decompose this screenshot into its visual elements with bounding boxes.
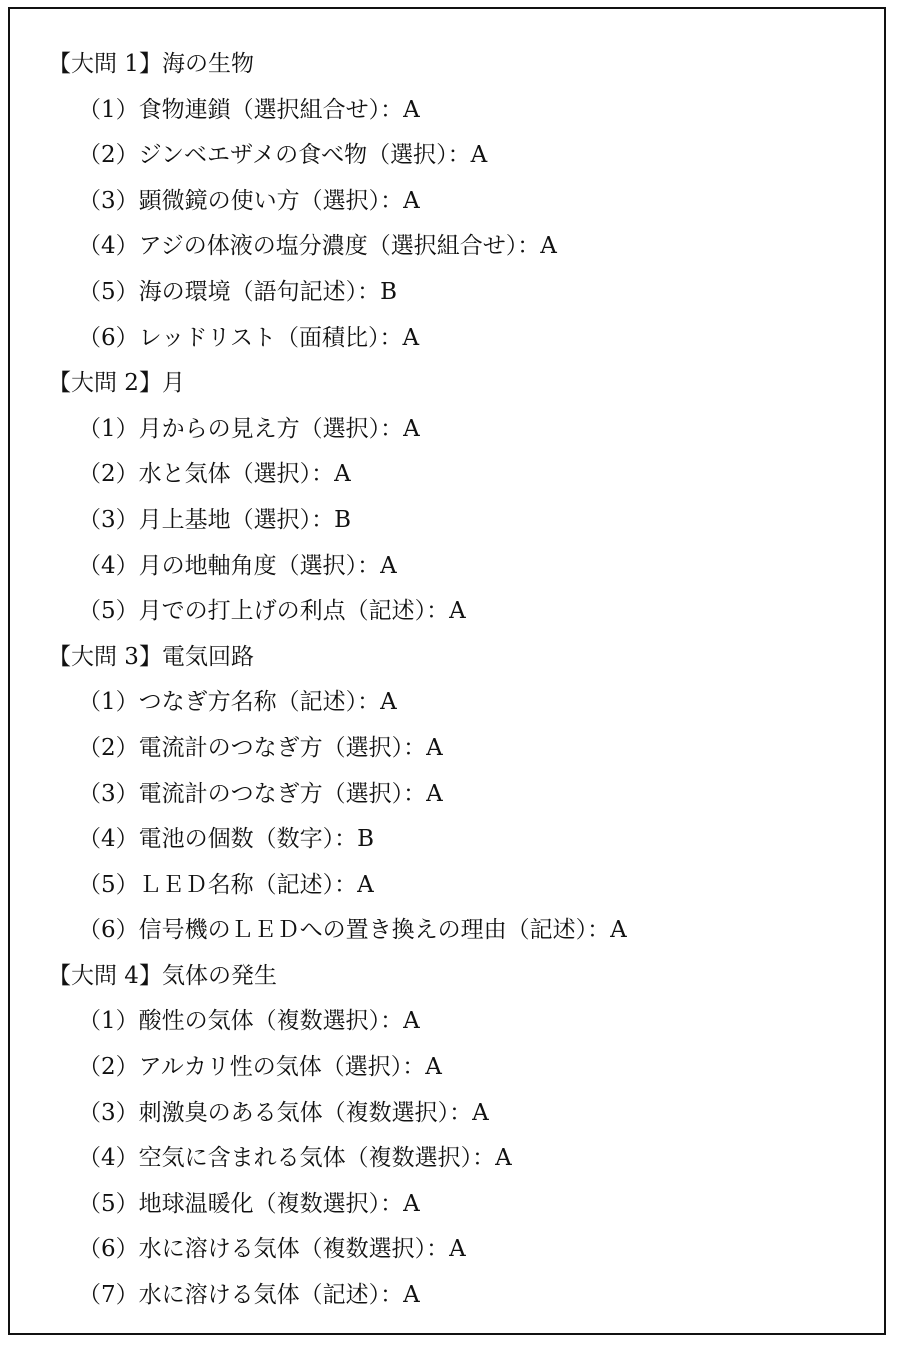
list-item: （2）電流計のつなぎ方（選択）：A bbox=[78, 734, 443, 761]
section-heading: 【大問 1】海の生物 bbox=[48, 51, 254, 77]
list-item: （2）水と気体（選択）：A bbox=[78, 461, 351, 488]
list-item: （4）月の地軸角度（選択）：A bbox=[78, 552, 397, 579]
list-item: （4）電池の個数（数字）：B bbox=[78, 826, 375, 853]
list-item: （5）ＬＥＤ名称（記述）：A bbox=[78, 871, 374, 898]
list-item: （3）顕微鏡の使い方（選択）：A bbox=[78, 187, 420, 214]
list-item: （3）電流計のつなぎ方（選択）：A bbox=[78, 780, 443, 807]
section-heading: 【大問 3】電気回路 bbox=[48, 643, 254, 670]
list-item: （3）刺激臭のある気体（複数選択）：A bbox=[78, 1099, 489, 1126]
list-item: （5）地球温暖化（複数選択）：A bbox=[78, 1190, 420, 1217]
section-heading: 【大問 4】気体の発生 bbox=[48, 962, 277, 989]
list-item: （1）食物連鎖（選択組合せ）：A bbox=[78, 96, 420, 123]
document-frame bbox=[8, 7, 886, 1335]
document-content bbox=[48, 42, 864, 1319]
list-item: （1）つなぎ方名称（記述）：A bbox=[78, 689, 397, 716]
list-item: （1）月からの見え方（選択）：A bbox=[78, 415, 420, 442]
list-item: （6）水に溶ける気体（複数選択）：A bbox=[78, 1236, 466, 1263]
list-item: （6）信号機のＬＥＤへの置き換えの理由（記述）：A bbox=[78, 917, 627, 944]
list-item: （4）空気に含まれる気体（複数選択）：A bbox=[78, 1145, 512, 1172]
list-item: （3）月上基地（選択）：B bbox=[78, 506, 352, 533]
list-item: （5）月での打上げの利点（記述）：A bbox=[78, 598, 466, 625]
list-item: （5）海の環境（語句記述）：B bbox=[78, 278, 398, 305]
list-item: （6）レッドリスト（面積比）：A bbox=[78, 324, 420, 351]
list-item: （2）アルカリ性の気体（選択）：A bbox=[78, 1054, 442, 1081]
section-heading: 【大問 2】月 bbox=[48, 370, 185, 397]
list-item: （1）酸性の気体（複数選択）：A bbox=[78, 1008, 420, 1035]
list-item: （2）ジンベエザメの食べ物（選択）：A bbox=[78, 142, 488, 169]
list-item: （4）アジの体液の塩分濃度（選択組合せ）：A bbox=[78, 233, 557, 260]
list-item: （7）水に溶ける気体（記述）：A bbox=[78, 1282, 420, 1309]
